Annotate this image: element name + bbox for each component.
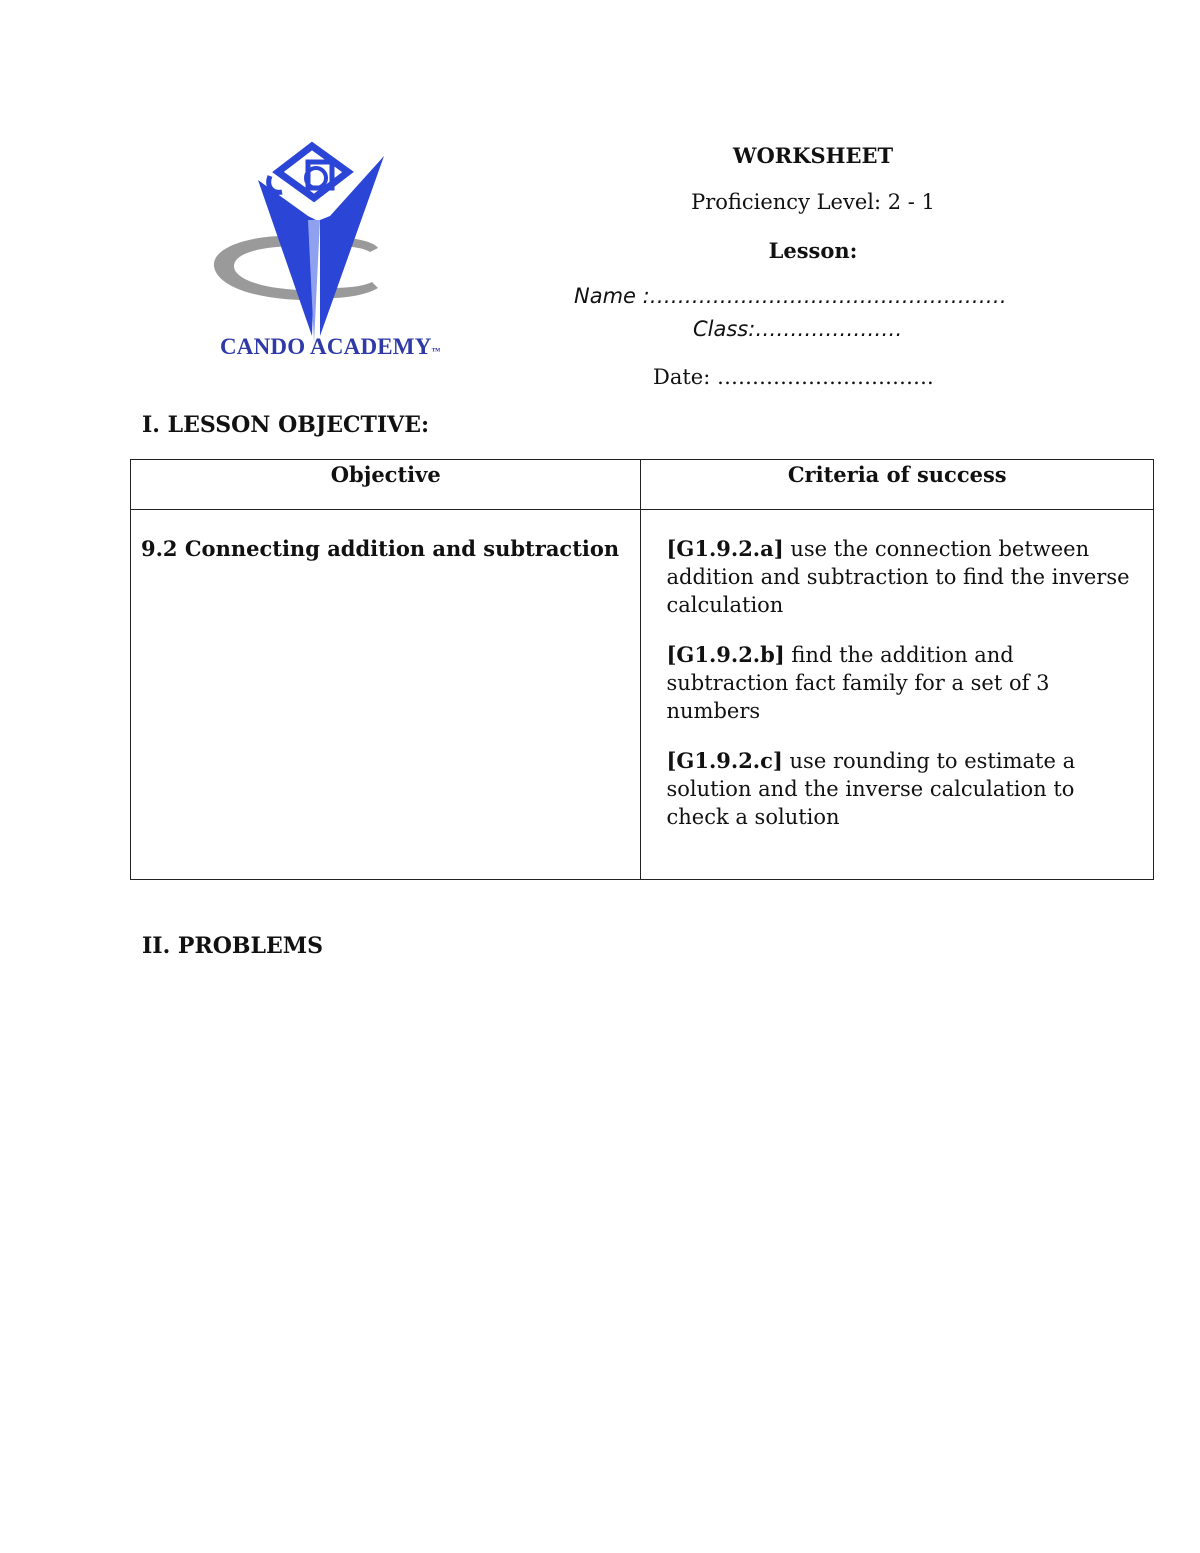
table-row xyxy=(131,510,1154,880)
class-field[interactable]: Class:………………… xyxy=(693,317,903,341)
objective-table xyxy=(130,459,1154,880)
proficiency-level: Proficiency Level: 2 - 1 xyxy=(691,190,935,214)
criteria-cell xyxy=(641,510,1154,880)
lesson-objective-heading: I. LESSON OBJECTIVE: xyxy=(142,412,430,438)
criterion-c: [G1.9.2.c] use rounding to estimate a solution and the inverse calculation to check a solution xyxy=(666,748,1076,829)
objective-cell: 9.2 Connecting addition and subtraction xyxy=(131,510,641,880)
cando-academy-logo xyxy=(208,138,430,366)
problems-heading: II. PROBLEMS xyxy=(142,933,323,959)
criterion-a: [G1.9.2.a] use the connection between addition and subtraction to find the inverse calculation xyxy=(666,536,1130,617)
worksheet-title: WORKSHEET xyxy=(732,143,894,168)
name-field[interactable]: Name :…………………………………………… xyxy=(574,284,1007,308)
lesson-label: Lesson: xyxy=(768,238,858,263)
logo-cp-emblem xyxy=(269,146,348,198)
table-header-row xyxy=(131,460,1154,510)
header-criteria: Criteria of success xyxy=(641,460,1154,510)
logo-wordmark: CANDO ACADEMY™ xyxy=(220,334,441,359)
criterion-b: [G1.9.2.b] find the addition and subtraction fact family for a set of 3 numbers xyxy=(666,642,1050,723)
header-objective: Objective xyxy=(131,460,641,510)
date-field[interactable]: Date: …………………………. xyxy=(653,365,934,389)
